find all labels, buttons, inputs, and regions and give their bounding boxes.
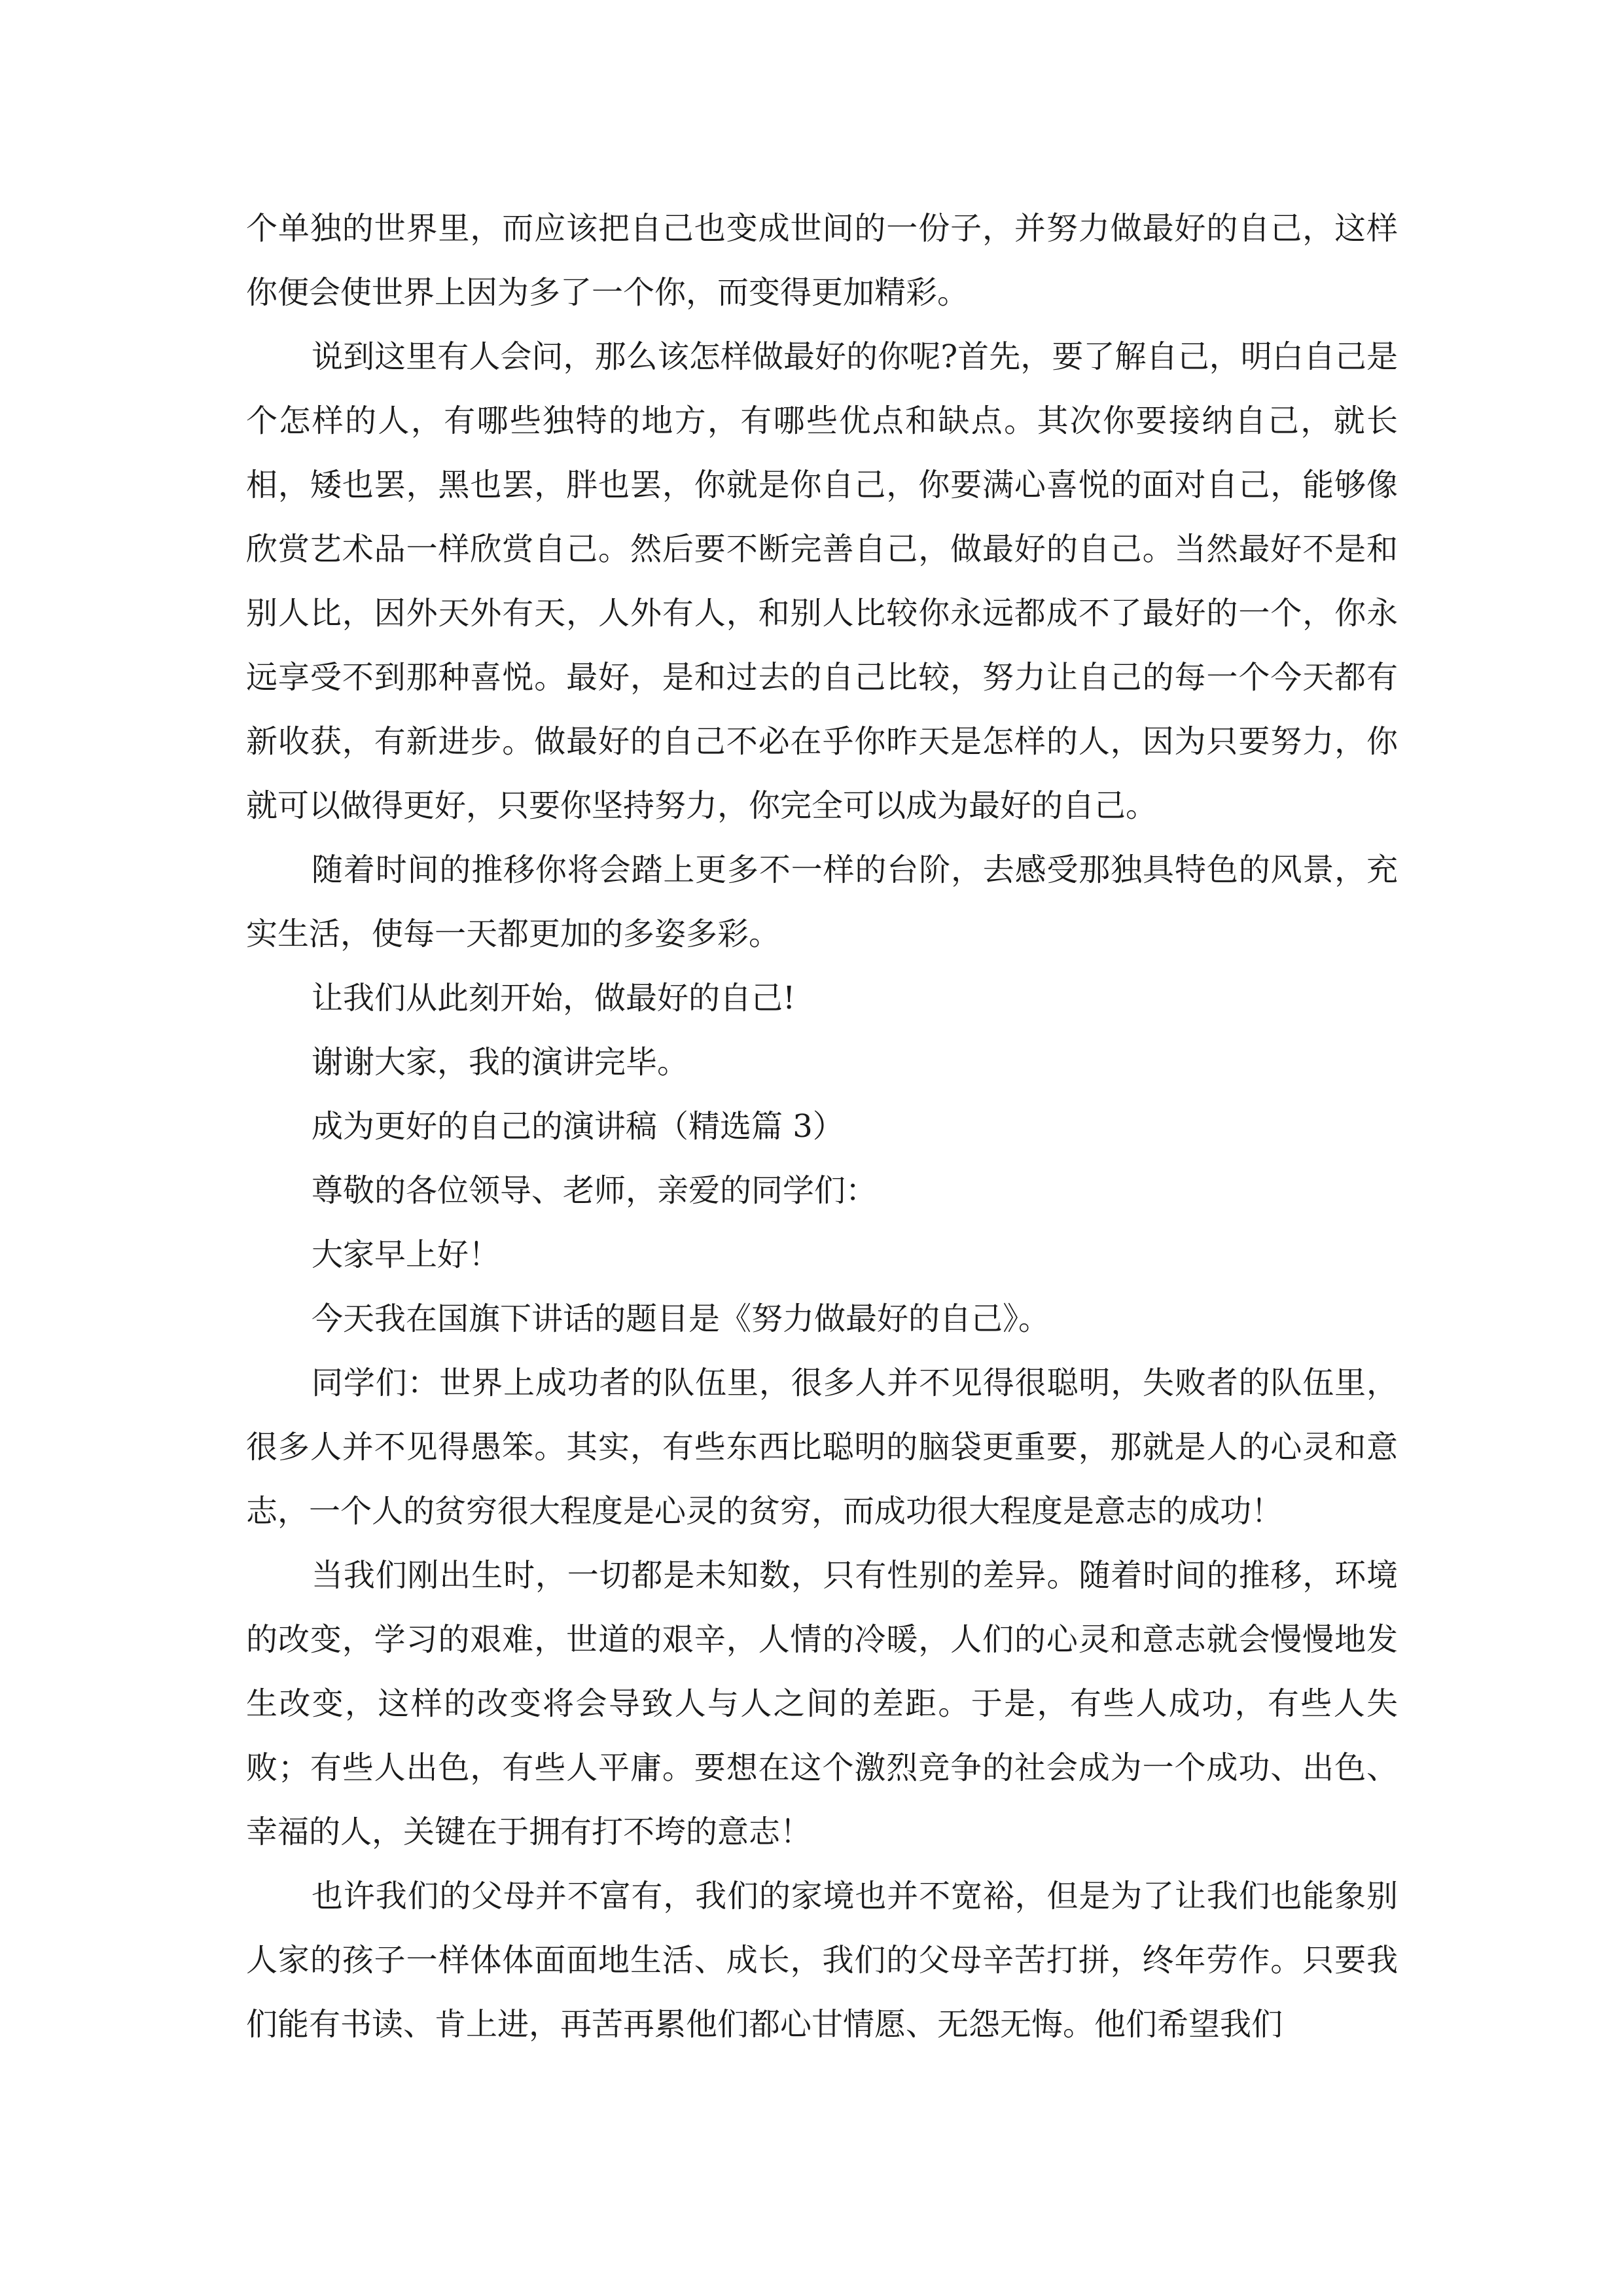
paragraph-10: 同学们：世界上成功者的队伍里，很多人并不见得很聪明，失败者的队伍里，很多人并不见得愚笨。其实，有些东西比聪明的脑袋更重要，那就是人的心灵和意志，一个人的贫穷很大程度是心灵的贫穷，而成功很大程度是意志的成功！	[246, 1365, 1398, 1530]
paragraph-2: 说到这里有人会问，那么该怎样做最好的你呢?首先，要了解自己，明白自己是个怎样的人，有哪些独特的地方，有哪些优点和缺点。其次你要接纳自己，就长相，矮也罢，黑也罢，胖也罢，你就是你自己，你要满心喜悦的面对自己，能够像欣赏艺术品一样欣赏自己。然后要不断完善自己，做最好的自己。当然最好不是和别人比，因外天外有天，人外有人，和别人比较你永远都成不了最好的一个，你永远享受不到那种喜悦。最好，是和过去的自己比较，努力让自己的每一个今天都有新收获，有新进步。做最好的自己不必在乎你昨天是怎样的人，因为只要努力，你就可以做得更好，只要你坚持努力，你完全可以成为最好的自己。	[246, 338, 1398, 824]
speech-topic: 今天我在国旗下讲话的题目是《努力做最好的自己》。	[312, 1300, 1050, 1337]
section-title: 成为更好的自己的演讲稿（精选篇 3）	[312, 1108, 844, 1145]
greeting: 大家早上好！	[312, 1236, 501, 1273]
paragraph-1: 个单独的世界里，而应该把自己也变成世间的一份子，并努力做最好的自己，这样你便会使世界上因为多了一个你，而变得更加精彩。	[246, 210, 1398, 311]
paragraph-12: 也许我们的父母并不富有，我们的家境也并不宽裕，但是为了让我们也能象别人家的孩子一样体体面面地生活、成长，我们的父母辛苦打拼，终年劳作。只要我们能有书读、肯上进，再苦再累他们都心甘情愿、无怨无悔。他们希望我们	[246, 1878, 1398, 2043]
paragraph-5: 谢谢大家，我的演讲完毕。	[312, 1044, 689, 1081]
document-body	[246, 196, 1398, 2056]
salutation: 尊敬的各位领导、老师，亲爱的同学们：	[312, 1172, 878, 1209]
paragraph-3: 随着时间的推移你将会踏上更多不一样的台阶，去感受那独具特色的风景，充实生活，使每一天都更加的多姿多彩。	[246, 852, 1398, 952]
paragraph-4: 让我们从此刻开始，做最好的自己!	[312, 980, 796, 1016]
paragraph-11: 当我们刚出生时，一切都是未知数，只有性别的差异。随着时间的推移，环境的改变，学习的艰难，世道的艰辛，人情的冷暖，人们的心灵和意志就会慢慢地发生改变，这样的改变将会导致人与人之间的差距。于是，有些人成功，有些人失败；有些人出色，有些人平庸。要想在这个激烈竞争的社会成为一个成功、出色、幸福的人，关键在于拥有打不垮的意志！	[246, 1557, 1398, 1850]
